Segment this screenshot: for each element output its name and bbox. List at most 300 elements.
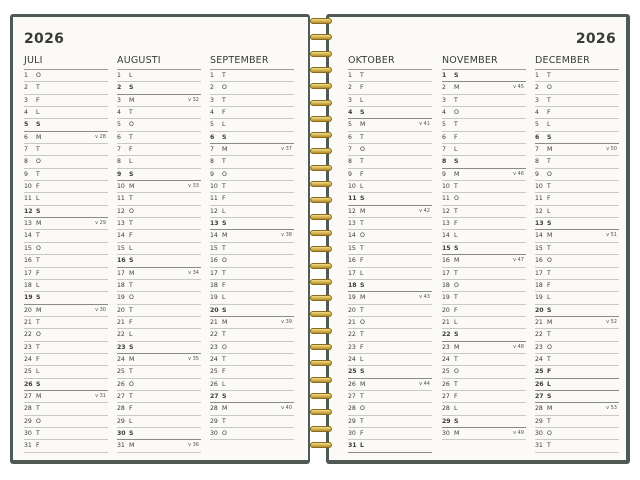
day-number: 17 [442, 269, 450, 277]
weekday-letter: S [36, 380, 41, 388]
weekday-letter: M [129, 269, 135, 277]
day-row[interactable] [442, 206, 526, 218]
day-row[interactable] [210, 379, 294, 391]
day-row[interactable] [210, 354, 294, 366]
day-row[interactable] [348, 440, 432, 452]
day-row[interactable] [24, 379, 108, 391]
day-row[interactable] [117, 342, 201, 354]
day-row[interactable] [210, 317, 294, 329]
day-number: 25 [348, 368, 357, 376]
weekday-letter: F [129, 318, 133, 326]
day-number: 17 [348, 269, 356, 277]
day-row[interactable] [535, 268, 619, 280]
day-row[interactable] [442, 305, 526, 317]
day-number: 24 [24, 355, 32, 363]
day-row[interactable] [348, 366, 432, 378]
day-row[interactable] [24, 342, 108, 354]
day-row[interactable] [442, 181, 526, 193]
day-row[interactable] [24, 243, 108, 255]
day-row[interactable] [348, 169, 432, 181]
day-row[interactable] [348, 379, 432, 391]
weekday-letter: S [36, 121, 41, 129]
day-number: 22 [210, 331, 218, 339]
day-row[interactable] [442, 342, 526, 354]
day-row[interactable] [535, 255, 619, 267]
day-row[interactable] [117, 230, 201, 242]
day-row[interactable] [535, 193, 619, 205]
weekday-letter: F [129, 146, 133, 154]
weekday-letter: S [454, 72, 459, 79]
day-row[interactable] [348, 132, 432, 144]
day-row[interactable] [24, 292, 108, 304]
day-row[interactable] [348, 329, 432, 341]
day-row[interactable] [210, 292, 294, 304]
day-row[interactable] [535, 169, 619, 181]
spiral-coil [310, 214, 332, 220]
spiral-coil [310, 311, 332, 317]
day-number: 5 [348, 121, 352, 129]
day-number: 5 [535, 121, 539, 129]
day-row[interactable] [210, 428, 294, 440]
weekday-letter: L [36, 368, 40, 376]
day-number: 14 [535, 232, 543, 240]
day-number: 11 [348, 195, 357, 203]
day-row[interactable] [535, 82, 619, 94]
day-row[interactable] [348, 193, 432, 205]
day-row[interactable] [210, 255, 294, 267]
weekday-letter: L [222, 207, 226, 215]
day-row[interactable] [535, 206, 619, 218]
day-number: 13 [24, 220, 32, 228]
day-row[interactable] [117, 144, 201, 156]
day-number: 24 [442, 355, 450, 363]
day-row[interactable] [210, 70, 294, 82]
day-row[interactable] [348, 82, 432, 94]
day-row[interactable] [442, 107, 526, 119]
day-row[interactable] [24, 181, 108, 193]
day-number: 31 [24, 442, 32, 450]
day-row[interactable] [348, 403, 432, 415]
day-row[interactable] [348, 156, 432, 168]
weekday-letter: T [547, 158, 551, 166]
day-row[interactable] [210, 329, 294, 341]
day-row[interactable] [24, 305, 108, 317]
day-row[interactable] [210, 107, 294, 119]
day-row[interactable] [442, 255, 526, 267]
day-row[interactable] [117, 354, 201, 366]
day-row[interactable] [117, 416, 201, 428]
day-number: 19 [535, 294, 543, 302]
weekday-letter: O [36, 417, 41, 425]
weekday-letter: F [454, 220, 458, 228]
day-number: 28 [348, 405, 356, 413]
day-row[interactable] [24, 440, 108, 452]
month-column [535, 55, 619, 453]
day-row[interactable] [442, 70, 526, 82]
day-row[interactable] [348, 317, 432, 329]
weekday-letter: S [129, 343, 134, 351]
day-row[interactable] [442, 379, 526, 391]
weekday-letter: L [547, 121, 551, 129]
day-row[interactable] [24, 428, 108, 440]
day-row[interactable] [210, 218, 294, 230]
day-number: 26 [117, 380, 125, 388]
day-number: 11 [535, 195, 543, 203]
weekday-letter: O [454, 368, 459, 376]
day-row[interactable] [535, 317, 619, 329]
day-row[interactable] [535, 119, 619, 131]
day-number: 29 [348, 417, 356, 425]
day-row[interactable] [24, 366, 108, 378]
day-row[interactable] [24, 268, 108, 280]
weekday-letter: S [129, 429, 134, 437]
day-row[interactable] [210, 206, 294, 218]
day-number: 13 [535, 220, 544, 228]
day-row[interactable] [117, 305, 201, 317]
day-row[interactable] [348, 107, 432, 119]
day-row[interactable] [348, 181, 432, 193]
day-row[interactable] [210, 119, 294, 131]
day-row[interactable] [117, 329, 201, 341]
day-row[interactable] [442, 193, 526, 205]
day-row[interactable] [210, 305, 294, 317]
day-row[interactable] [348, 144, 432, 156]
day-row[interactable] [210, 181, 294, 193]
day-row[interactable] [442, 317, 526, 329]
day-row[interactable] [24, 107, 108, 119]
day-row[interactable] [117, 280, 201, 292]
month-name: JULI [24, 55, 108, 70]
day-row[interactable] [117, 119, 201, 131]
day-row[interactable] [117, 193, 201, 205]
day-row[interactable] [348, 391, 432, 403]
day-number: 4 [210, 109, 214, 117]
day-row[interactable] [117, 218, 201, 230]
day-row[interactable] [442, 416, 526, 428]
day-row[interactable] [535, 181, 619, 193]
day-row[interactable] [117, 156, 201, 168]
day-number: 1 [535, 72, 539, 79]
day-row[interactable] [210, 144, 294, 156]
weekday-letter: T [129, 109, 133, 117]
day-number: 12 [535, 207, 543, 215]
weekday-letter: M [36, 306, 42, 314]
day-row[interactable] [24, 95, 108, 107]
weekday-letter: T [36, 257, 40, 265]
day-row[interactable] [348, 119, 432, 131]
month-column [348, 55, 432, 453]
day-number: 5 [24, 121, 29, 129]
day-number: 6 [442, 133, 446, 141]
day-row[interactable] [535, 403, 619, 415]
day-row[interactable] [24, 82, 108, 94]
day-row[interactable] [348, 95, 432, 107]
day-row[interactable] [348, 305, 432, 317]
month-name: NOVEMBER [442, 55, 526, 70]
day-row[interactable] [117, 255, 201, 267]
weekday-letter: L [360, 355, 364, 363]
weekday-letter: F [360, 84, 364, 92]
weekday-letter: O [36, 244, 41, 252]
day-row[interactable] [117, 292, 201, 304]
day-number: 27 [117, 392, 125, 400]
day-row[interactable] [442, 119, 526, 131]
day-row[interactable] [535, 156, 619, 168]
day-number: 30 [535, 429, 543, 437]
day-number: 7 [348, 146, 352, 154]
weekday-letter: T [360, 133, 364, 141]
day-row[interactable] [24, 119, 108, 131]
day-row[interactable] [535, 428, 619, 440]
day-row[interactable] [535, 391, 619, 403]
weekday-letter: M [222, 405, 228, 413]
day-row[interactable] [24, 156, 108, 168]
day-row[interactable] [535, 132, 619, 144]
day-number: 30 [210, 429, 218, 437]
day-row[interactable] [535, 230, 619, 242]
week-number: v 28 [95, 133, 106, 140]
day-row[interactable] [535, 416, 619, 428]
day-row[interactable] [117, 379, 201, 391]
day-number: 6 [535, 133, 540, 141]
day-row[interactable] [535, 107, 619, 119]
weekday-letter: L [222, 121, 226, 129]
day-row[interactable] [210, 403, 294, 415]
day-row[interactable] [535, 95, 619, 107]
day-row[interactable] [348, 416, 432, 428]
day-row[interactable] [535, 280, 619, 292]
day-row[interactable] [117, 70, 201, 82]
day-row[interactable] [24, 255, 108, 267]
day-row[interactable] [442, 230, 526, 242]
weekday-letter: F [36, 183, 40, 191]
day-row[interactable] [442, 403, 526, 415]
day-row[interactable] [348, 280, 432, 292]
day-row[interactable] [348, 354, 432, 366]
day-row[interactable] [442, 280, 526, 292]
day-row[interactable] [24, 193, 108, 205]
week-number: v 29 [95, 220, 106, 227]
day-row[interactable] [117, 82, 201, 94]
spiral-coil [310, 360, 332, 366]
day-row[interactable] [117, 243, 201, 255]
day-row[interactable] [24, 169, 108, 181]
day-row[interactable] [24, 206, 108, 218]
weekday-letter: O [360, 232, 365, 240]
day-row[interactable] [348, 428, 432, 440]
day-row[interactable] [535, 440, 619, 452]
weekday-letter: M [360, 380, 366, 388]
month-column [117, 55, 201, 453]
day-number: 16 [117, 257, 126, 265]
day-number: 11 [24, 195, 32, 203]
day-row[interactable] [117, 169, 201, 181]
weekday-letter: S [36, 294, 41, 302]
day-row[interactable] [117, 317, 201, 329]
day-row[interactable] [442, 366, 526, 378]
weekday-letter: T [129, 133, 133, 141]
week-number: v 48 [513, 343, 524, 350]
month-column [210, 55, 294, 440]
week-number: v 53 [606, 405, 617, 412]
day-row[interactable] [442, 82, 526, 94]
weekday-letter: T [454, 121, 458, 129]
day-number: 24 [535, 355, 543, 363]
spiral-coil [310, 83, 332, 89]
day-row[interactable] [442, 292, 526, 304]
day-row[interactable] [210, 156, 294, 168]
day-row[interactable] [24, 416, 108, 428]
day-row[interactable] [210, 132, 294, 144]
day-row[interactable] [117, 403, 201, 415]
day-number: 2 [348, 84, 352, 92]
weekday-letter: T [360, 158, 364, 166]
day-row[interactable] [24, 391, 108, 403]
day-row[interactable] [117, 428, 201, 440]
weekday-letter: M [547, 146, 553, 154]
day-number: 7 [442, 146, 446, 154]
day-row[interactable] [210, 82, 294, 94]
day-row[interactable] [210, 366, 294, 378]
day-row[interactable] [210, 342, 294, 354]
day-number: 25 [442, 368, 450, 376]
day-row[interactable] [24, 218, 108, 230]
day-row[interactable] [210, 391, 294, 403]
weekday-letter: F [547, 368, 552, 376]
day-row[interactable] [210, 230, 294, 242]
weekday-letter: S [36, 207, 41, 215]
weekday-letter: T [547, 417, 551, 425]
weekday-letter: S [547, 392, 552, 400]
day-row[interactable] [442, 132, 526, 144]
weekday-letter: M [454, 343, 460, 351]
weekday-letter: T [36, 405, 40, 413]
day-row[interactable] [535, 379, 619, 391]
day-row[interactable] [210, 169, 294, 181]
day-row[interactable] [117, 366, 201, 378]
day-row[interactable] [442, 156, 526, 168]
day-row[interactable] [442, 428, 526, 440]
day-row[interactable] [24, 317, 108, 329]
day-row[interactable] [535, 144, 619, 156]
weekday-letter: F [547, 109, 551, 117]
day-row[interactable] [442, 169, 526, 181]
day-row[interactable] [535, 366, 619, 378]
day-row[interactable] [348, 218, 432, 230]
day-row[interactable] [442, 391, 526, 403]
day-row[interactable] [210, 243, 294, 255]
day-row[interactable] [442, 243, 526, 255]
day-row[interactable] [348, 206, 432, 218]
day-row[interactable] [535, 354, 619, 366]
day-number: 16 [348, 257, 356, 265]
day-row[interactable] [210, 193, 294, 205]
day-row[interactable] [210, 416, 294, 428]
day-row[interactable] [442, 95, 526, 107]
day-row[interactable] [117, 268, 201, 280]
weekday-letter: L [547, 207, 551, 215]
day-number: 15 [535, 244, 543, 252]
weekday-letter: O [129, 294, 134, 302]
weekday-letter: L [129, 331, 133, 339]
day-row[interactable] [24, 144, 108, 156]
day-number: 7 [210, 146, 214, 154]
day-row[interactable] [117, 132, 201, 144]
day-number: 9 [442, 170, 446, 178]
day-row[interactable] [348, 292, 432, 304]
day-row[interactable] [348, 230, 432, 242]
day-number: 30 [348, 429, 356, 437]
day-row[interactable] [348, 70, 432, 82]
day-number: 29 [442, 417, 451, 425]
day-row[interactable] [535, 342, 619, 354]
day-row[interactable] [24, 403, 108, 415]
day-number: 23 [348, 343, 356, 351]
weekday-letter: M [36, 220, 42, 228]
day-row[interactable] [442, 354, 526, 366]
day-row[interactable] [24, 132, 108, 144]
week-number: v 44 [419, 380, 430, 387]
day-row[interactable] [210, 280, 294, 292]
day-row[interactable] [24, 329, 108, 341]
day-row[interactable] [24, 70, 108, 82]
weekday-letter: F [222, 368, 226, 376]
day-number: 19 [348, 294, 356, 302]
weekday-letter: T [129, 368, 133, 376]
day-row[interactable] [442, 144, 526, 156]
day-row[interactable] [210, 268, 294, 280]
day-row[interactable] [348, 342, 432, 354]
day-row[interactable] [117, 181, 201, 193]
day-row[interactable] [535, 292, 619, 304]
day-row[interactable] [117, 107, 201, 119]
day-row[interactable] [117, 391, 201, 403]
weekday-letter: M [454, 84, 460, 92]
day-row[interactable] [210, 95, 294, 107]
day-row[interactable] [117, 206, 201, 218]
day-row[interactable] [442, 329, 526, 341]
day-row[interactable] [535, 70, 619, 82]
day-row[interactable] [24, 354, 108, 366]
weekday-letter: T [36, 84, 40, 92]
day-row[interactable] [348, 255, 432, 267]
day-number: 23 [24, 343, 32, 351]
day-row[interactable] [117, 440, 201, 452]
day-row[interactable] [535, 329, 619, 341]
spiral-coil [310, 67, 332, 73]
day-number: 25 [210, 368, 218, 376]
day-number: 3 [348, 96, 352, 104]
day-row[interactable] [24, 230, 108, 242]
day-row[interactable] [535, 243, 619, 255]
day-number: 21 [24, 318, 32, 326]
day-row[interactable] [348, 243, 432, 255]
day-number: 20 [24, 306, 32, 314]
weekday-letter: T [222, 183, 226, 191]
day-number: 23 [210, 343, 218, 351]
day-number: 20 [117, 306, 125, 314]
weekday-letter: S [454, 417, 459, 425]
day-row[interactable] [535, 305, 619, 317]
day-row[interactable] [535, 218, 619, 230]
day-row[interactable] [348, 268, 432, 280]
day-number: 8 [442, 158, 447, 166]
day-row[interactable] [117, 95, 201, 107]
weekday-letter: M [129, 355, 135, 363]
day-row[interactable] [442, 218, 526, 230]
day-row[interactable] [442, 268, 526, 280]
day-row[interactable] [24, 280, 108, 292]
